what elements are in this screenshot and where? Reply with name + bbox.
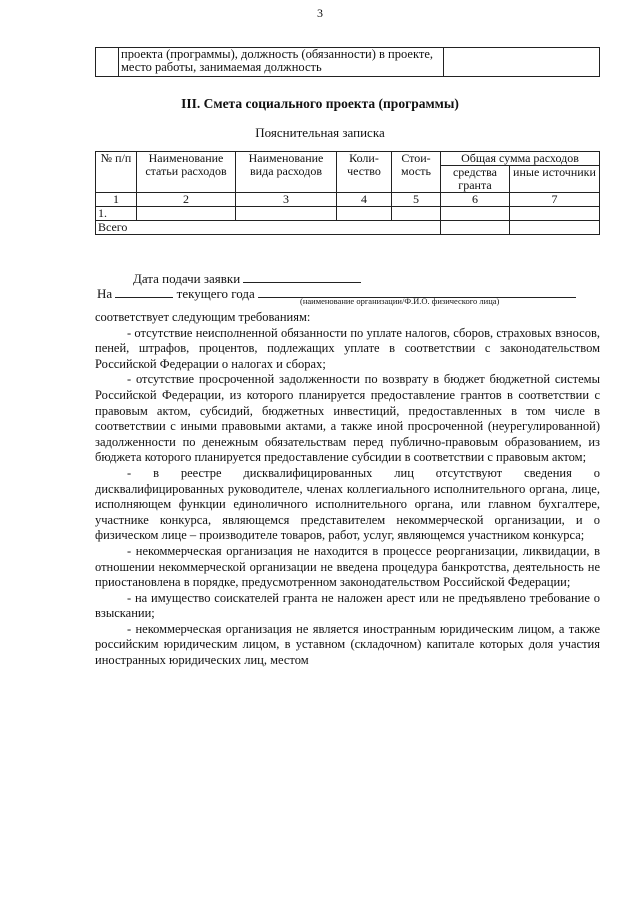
paragraph: - на имущество соискателей гранта не наложен арест или не предъявлено требование о взыскании; (95, 590, 600, 621)
paragraph: - в реестре дисквалифицированных лиц отсутствуют сведения о дисквалифицированных руководителе, членах коллегиального исполнительного органа, лице, исполняющем функции единоличного исполнительного органа, или главном бухгалтере, участнике конкурса, являющемся представителем некоммерческой организации, и о физическом лице – производителе товаров, работ, услуг, являющемся участником конкурса; (95, 465, 600, 543)
index-cell: 6 (441, 193, 510, 207)
total-label: Всего (96, 221, 441, 235)
empty-cell (337, 207, 392, 221)
header-cost: Стои-мость (392, 152, 441, 193)
top-table-text-cell: проекта (программы), должность (обязанности) в проекте, место работы, занимаемая должность (119, 48, 444, 77)
index-cell: 3 (236, 193, 337, 207)
header-total: Общая сумма расходов (441, 152, 600, 166)
na-blank (115, 285, 173, 298)
empty-cell (441, 221, 510, 235)
body-text (95, 310, 600, 669)
top-table-blank-cell (96, 48, 119, 77)
na-prefix: На (97, 286, 113, 301)
empty-cell (137, 207, 236, 221)
page-number: 3 (317, 6, 323, 20)
empty-cell (236, 207, 337, 221)
empty-cell (510, 207, 600, 221)
empty-cell (441, 207, 510, 221)
paragraph: - некоммерческая организация не находится в процессе реорганизации, ликвидации, в отношении некоммерческой организации не введена процедура банкротства, деятельность не приостановлена в порядке, предусмотренном законодательством Российской Федерации; (95, 543, 600, 590)
header-num: № п/п (96, 152, 137, 193)
paragraph: - некоммерческая организация не является иностранным юридическим лицом, а также российским юридическим лицом, в уставном (складочном) капитале которых доля участия иностранных юридических лиц, местом (95, 621, 600, 668)
budget-table (95, 151, 600, 235)
index-cell: 5 (392, 193, 441, 207)
index-cell: 4 (337, 193, 392, 207)
date-blank (243, 270, 361, 283)
header-item: Наименование статьи расходов (137, 152, 236, 193)
top-table-blank-cell (444, 48, 600, 77)
header-type: Наименование вида расходов (236, 152, 337, 193)
index-cell: 2 (137, 193, 236, 207)
index-cell: 1 (96, 193, 137, 207)
paragraph: - отсутствие неисполненной обязанности по уплате налогов, сборов, страховых взносов, пеней, штрафов, процентов, подлежащих уплате в соответствии с законодательством Российской Федерации о налогах и сборах; (95, 325, 600, 371)
na-mid: текущего года (176, 286, 255, 301)
paragraph: соответствует следующим требованиям: (95, 310, 311, 324)
paragraph: - отсутствие просроченной задолженности по возврату в бюджет бюджетной системы Российской Федерации, из которого планируется предоставление грантов в соответствии с правовым актом, субсидий, бюджетных инвестиций, предоставленных в том числе в соответствии с иными правовыми актами, а также иной просроченной (неурегулированной) задолженности по денежным обязательствам перед публично-правовым образованием, из бюджета которого планируется предоставление субсидии в соответствии с правовым актом; (95, 372, 600, 465)
header-other: иные источники (510, 166, 600, 193)
header-grant: средства гранта (441, 166, 510, 193)
index-cell: 7 (510, 193, 600, 207)
empty-cell (510, 221, 600, 235)
org-caption: (наименование организации/Ф.И.О. физического лица) (300, 296, 500, 306)
section-title: III. Смета социального проекта (программы) (181, 96, 459, 111)
date-line-label: Дата подачи заявки (133, 271, 241, 286)
empty-cell (392, 207, 441, 221)
header-qty: Коли-чество (337, 152, 392, 193)
row1-label: 1. (96, 207, 137, 221)
subtitle: Пояснительная записка (255, 125, 385, 140)
top-table (95, 47, 600, 77)
